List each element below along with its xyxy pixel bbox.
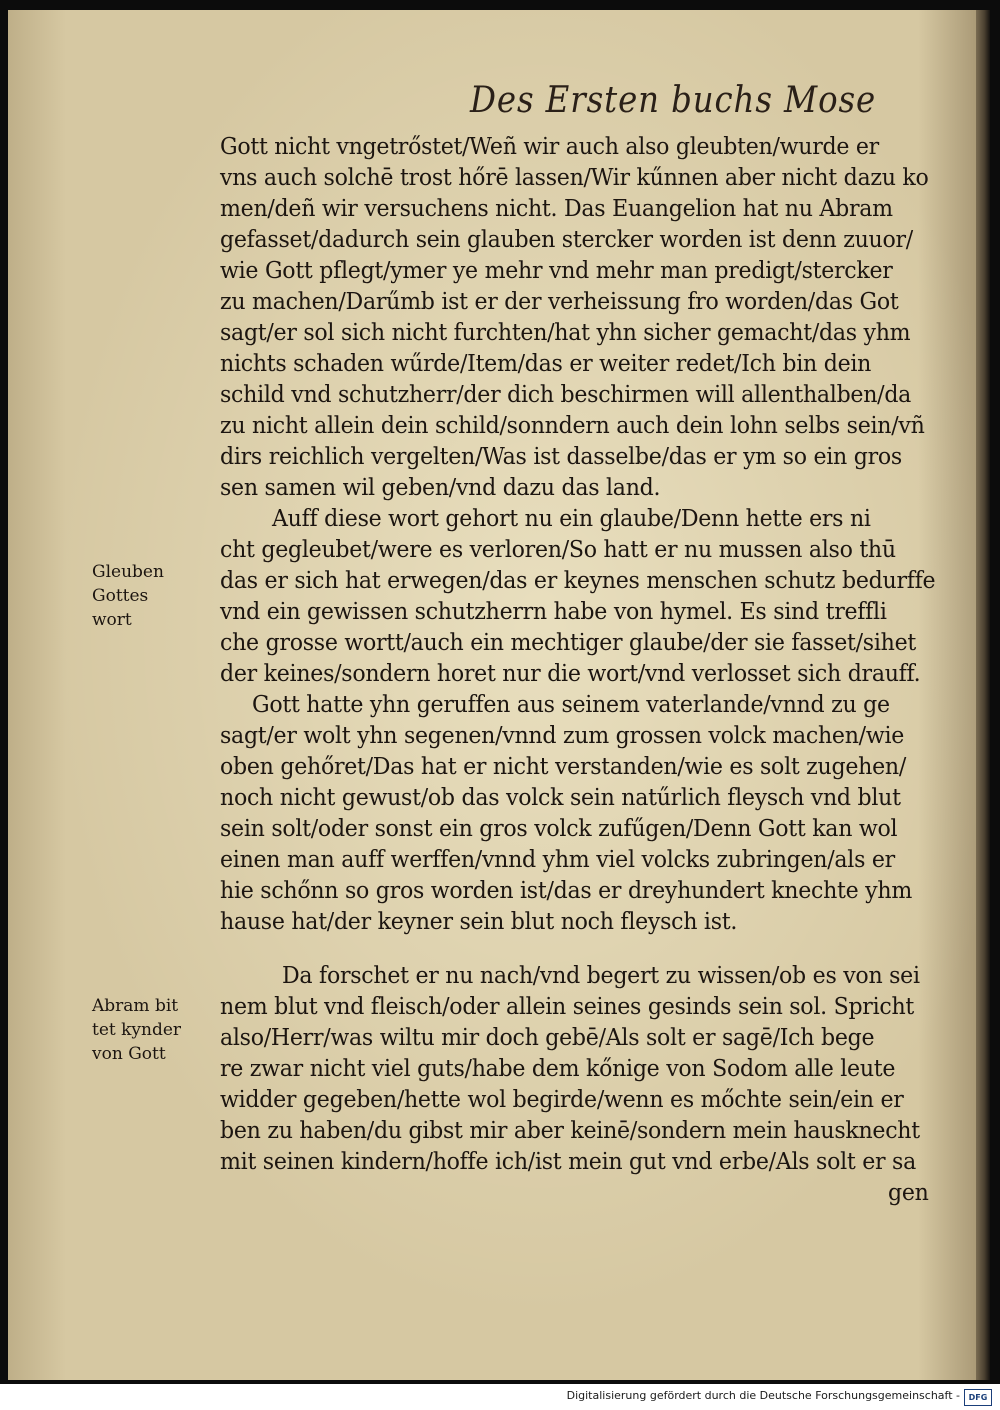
- text-line: das er sich hat erwegen/das er keynes menschen schutz bedurffe: [220, 566, 936, 594]
- dfg-logo: DFG: [964, 1389, 992, 1406]
- text-line: hause hat/der keyner sein blut noch fleysch ist.: [220, 907, 738, 935]
- margin-note: [92, 994, 181, 1066]
- bleed-through-text: [100, 86, 460, 120]
- margin-note-line: tet kynder: [92, 1020, 182, 1040]
- text-line: re zwar nicht viel guts/habe dem kőnige von Sodom alle leute: [220, 1054, 896, 1082]
- text-line: dirs reichlich vergelten/Was ist dasselbe/das er ym so ein gros: [220, 442, 902, 470]
- margin-note-line: von Gott: [92, 1044, 166, 1064]
- margin-note-line: wort: [92, 610, 132, 630]
- text-line: noch nicht gewust/ob das volck sein natűrlich fleysch vnd blut: [220, 783, 901, 811]
- margin-note-line: Gottes: [92, 586, 149, 606]
- text-line: zu machen/Darűmb ist er der verheissung fro worden/das Got: [220, 287, 899, 315]
- text-line: hie schőnn so gros worden ist/das er dreyhundert knechte yhm: [220, 876, 912, 904]
- text-line: Gott hatte yhn geruffen aus seinem vaterlande/vnnd zu ge: [252, 690, 890, 718]
- footer-bar: [0, 1384, 1000, 1410]
- text-line: che grosse wortt/auch ein mechtiger glaube/der sie fasset/sihet: [220, 628, 916, 656]
- text-line: vns auch solchē trost hőrē lassen/Wir kűnnen aber nicht dazu ko: [220, 163, 929, 191]
- text-line: sein solt/oder sonst ein gros volck zufűgen/Denn Gott kan wol: [220, 814, 898, 842]
- text-line: Da forschet er nu nach/vnd begert zu wissen/ob es von sei: [282, 961, 920, 989]
- text-line: cht gegleubet/were es verloren/So hatt er nu mussen also thū: [220, 535, 896, 563]
- text-line: ben zu haben/du gibst mir aber keinē/sondern mein hausknecht: [220, 1116, 920, 1144]
- margin-note: [92, 560, 164, 632]
- text-line: Auff diese wort gehort nu ein glaube/Denn hette ers ni: [272, 504, 871, 532]
- text-line: also/Herr/was wiltu mir doch gebē/Als solt er sagē/Ich bege: [220, 1023, 875, 1051]
- text-line: nem blut vnd fleisch/oder allein seines gesinds sein sol. Spricht: [220, 992, 914, 1020]
- text-line: gen: [888, 1178, 929, 1206]
- text-line: widder gegeben/hette wol begirde/wenn es mőchte sein/ein er: [220, 1085, 904, 1113]
- margin-note-line: Abram bit: [92, 996, 179, 1016]
- page-edge: [976, 10, 990, 1380]
- text-line: schild vnd schutzherr/der dich beschirmen will allenthalben/da: [220, 380, 912, 408]
- text-line: wie Gott pflegt/ymer ye mehr vnd mehr man predigt/stercker: [220, 256, 893, 284]
- text-line: sagt/er sol sich nicht furchten/hat yhn sicher gemacht/das yhm: [220, 318, 911, 346]
- funding-credit: Digitalisierung gefördert durch die Deutsche Forschungsgemeinschaft -: [566, 1389, 960, 1402]
- text-line: Gott nicht vngetrőstet/Weñ wir auch also gleubten/wurde er: [220, 132, 879, 160]
- text-line: der keines/sondern horet nur die wort/vnd verlosset sich drauff.: [220, 659, 921, 687]
- margin-note-line: Gleuben: [92, 562, 164, 582]
- text-line: einen man auff werffen/vnnd yhm viel volcks zubringen/als er: [220, 845, 895, 873]
- text-line: sen samen wil geben/vnd dazu das land.: [220, 473, 661, 501]
- running-header: Des Ersten buchs Mose: [470, 80, 877, 121]
- text-line: gefasset/dadurch sein glauben stercker worden ist denn zuuor/: [220, 225, 913, 253]
- text-line: vnd ein gewissen schutzherrn habe von hymel. Es sind treffli: [220, 597, 887, 625]
- text-line: nichts schaden wűrde/Item/das er weiter redet/Ich bin dein: [220, 349, 872, 377]
- text-line: oben gehőret/Das hat er nicht verstanden/wie es solt zugehen/: [220, 752, 906, 780]
- text-line: sagt/er wolt yhn segenen/vnnd zum grossen volck machen/wie: [220, 721, 905, 749]
- text-line: men/deñ wir versuchens nicht. Das Euangelion hat nu Abram: [220, 194, 893, 222]
- text-line: zu nicht allein dein schild/sonndern auch dein lohn selbs sein/vñ: [220, 411, 925, 439]
- text-line: mit seinen kindern/hoffe ich/ist mein gut vnd erbe/Als solt er sa: [220, 1147, 916, 1175]
